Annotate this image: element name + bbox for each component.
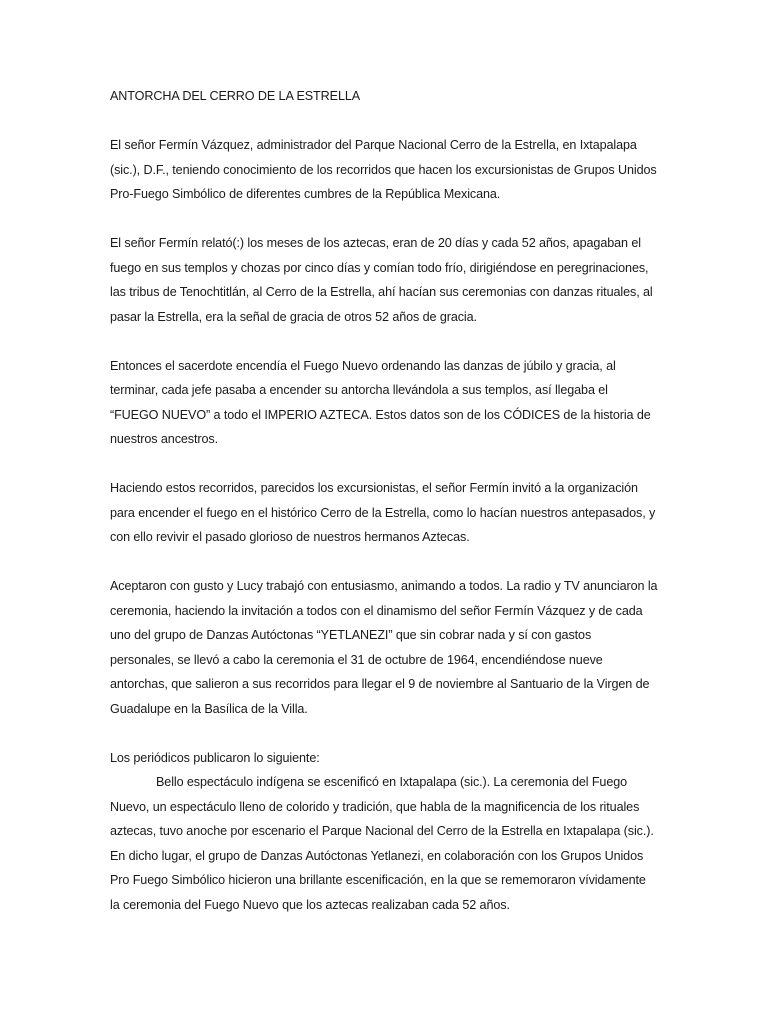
paragraph-3: Entonces el sacerdote encendía el Fuego Nuevo ordenando las danzas de júbilo y gracia, al terminar, cada jefe pasaba a encender su antorcha llevándola a sus templos, así llegaba el “FUEGO NUEVO” a todo el IMPERIO AZTECA. Estos datos son de los CÓDICES de la historia de nuestros ancestros.: [110, 358, 651, 446]
paragraph-5: Aceptaron con gusto y Lucy trabajó con entusiasmo, animando a todos. La radio y TV anunciaron la ceremonia, haciendo la invitación a todos con el dinamismo del señor Fermín Vázquez y de cada uno del grupo de Danzas Autóctonas “YETLANEZI” que sin cobrar nada y sí con gastos personales, se llevó a cabo la ceremonia el 31 de octubre de 1964, encendiéndose nueve antorchas, que salieron a sus recorridos para llegar el 9 de noviembre al Santuario de la Virgen de Guadalupe en la Basílica de la Villa.: [110, 579, 658, 716]
paragraph-7-quote: Bello espectáculo indígena se escenificó en Ixtapalapa (sic.). La ceremonia del Fuego Nuevo, un espectáculo lleno de colorido y tradición, que habla de la magnificencia de los rituales aztecas, tuvo anoche por escenario el Parque Nacional del Cerro de la Estrella en Ixtapalapa (sic.). En dicho lugar, el grupo de Danzas Autóctonas Yetlanezi, en colaboración con los Grupos Unidos Pro Fuego Simbólico hicieron una brillante escenificación, en la que se rememoraron vívidamente la ceremonia del Fuego Nuevo que los aztecas realizaban cada 52 años.: [110, 775, 654, 912]
document-title: ANTORCHA DEL CERRO DE LA ESTRELLA: [110, 89, 361, 103]
paragraph-2: El señor Fermín relató(:) los meses de los aztecas, eran de 20 días y cada 52 años, apagaban el fuego en sus templos y chozas por cinco días y comían todo frío, dirigiéndose en peregrinaciones, las tribus de Tenochtitlán, al Cerro de la Estrella, ahí hacían sus ceremonias con danzas rituales, al pasar la Estrella, era la señal de gracia de otros 52 años de gracia.: [110, 236, 653, 324]
paragraph-1: El señor Fermín Vázquez, administrador del Parque Nacional Cerro de la Estrella, en Ixtapalapa (sic.), D.F., teniendo conocimiento de los recorridos que hacen los excursionistas de Grupos Unidos Pro-Fuego Simbólico de diferentes cumbres de la República Mexicana.: [110, 138, 657, 201]
document-body: [110, 84, 658, 917]
paragraph-4: Haciendo estos recorridos, parecidos los excursionistas, el señor Fermín invitó a la organización para encender el fuego en el histórico Cerro de la Estrella, como lo hacían nuestros antepasados, y con ello revivir el pasado glorioso de nuestros hermanos Aztecas.: [110, 481, 656, 544]
paragraph-6: Los periódicos publicaron lo siguiente:: [110, 750, 320, 765]
